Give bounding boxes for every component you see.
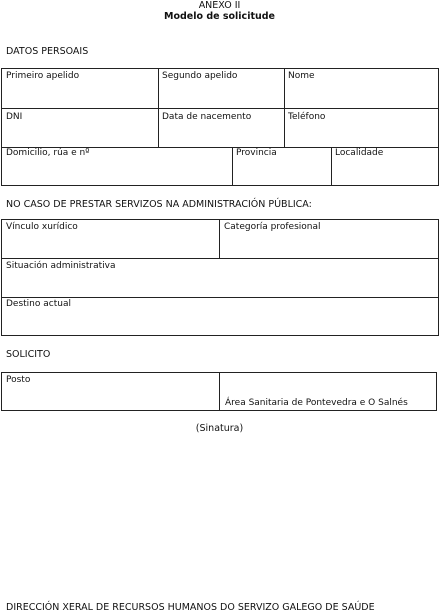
- col-divider: [331, 147, 332, 185]
- category-field[interactable]: Categoría profesional: [224, 222, 321, 232]
- surname2-field[interactable]: Segundo apelido: [162, 71, 238, 81]
- section-personal-data: DATOS PERSOAIS: [6, 46, 89, 57]
- signature-label: (Sinatura): [195, 423, 244, 434]
- health-area-value: Área Sanitaria de Pontevedra e O Salnés: [225, 398, 408, 408]
- name-field[interactable]: Nome: [288, 71, 315, 81]
- col-divider: [284, 69, 285, 108]
- surname1-field[interactable]: Primeiro apelido: [6, 71, 80, 81]
- col-divider: [284, 108, 285, 147]
- birthdate-field[interactable]: Data de nacemento: [162, 112, 252, 122]
- row-divider: [2, 297, 438, 298]
- row-divider: [2, 258, 438, 259]
- col-divider: [232, 147, 233, 185]
- address-field[interactable]: Domicilio, rúa e nº: [6, 148, 90, 158]
- col-divider: [158, 69, 159, 108]
- col-divider: [158, 108, 159, 147]
- section-public-service: NO CASO DE PRESTAR SERVIZOS NA ADMINISTRACIÓN PÚBLICA:: [6, 199, 312, 210]
- legal-bond-field[interactable]: Vínculo xurídico: [6, 222, 78, 232]
- section-request: SOLICITO: [6, 349, 51, 360]
- province-field[interactable]: Provincia: [236, 148, 277, 158]
- admin-status-field[interactable]: Situación administrativa: [6, 261, 116, 271]
- dni-field[interactable]: DNI: [6, 112, 23, 122]
- personal-data-table: [1, 68, 439, 186]
- annex-label: ANEXO II: [198, 0, 241, 11]
- col-divider: [219, 373, 220, 410]
- col-divider: [219, 220, 220, 258]
- locality-field[interactable]: Localidade: [335, 148, 384, 158]
- public-service-table: [1, 219, 439, 336]
- page-title: Modelo de solicitude: [164, 11, 275, 22]
- current-post-field[interactable]: Destino actual: [6, 299, 71, 309]
- post-field[interactable]: Posto: [6, 375, 31, 385]
- phone-field[interactable]: Teléfono: [288, 112, 326, 122]
- row-divider: [2, 108, 438, 109]
- footer-recipient: DIRECCIÓN XERAL DE RECURSOS HUMANOS DO SERVIZO GALEGO DE SAÚDE: [6, 602, 375, 613]
- request-table: [1, 372, 437, 411]
